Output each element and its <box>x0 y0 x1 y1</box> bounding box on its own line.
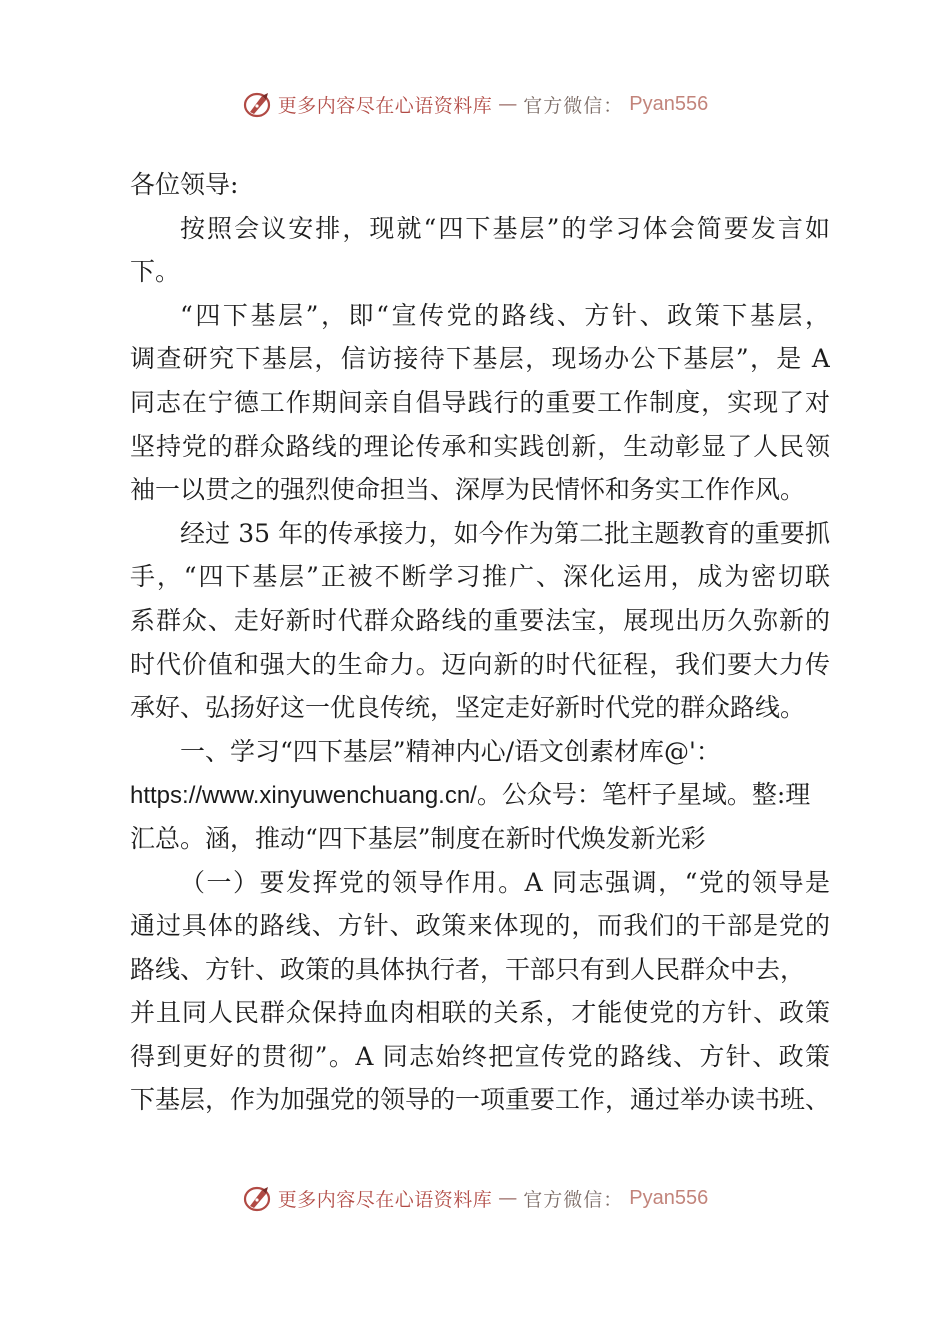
banner-wechat-label: 官方微信： <box>523 94 624 117</box>
section-heading-continued: 汇总。涵，推动“四下基层”制度在新时代焕发新光彩 <box>130 823 706 853</box>
paragraph-line: 下基层，作为加强党的领导的一项重要工作，通过举办读书班、 <box>130 1085 830 1115</box>
paragraph-line: 承好、弘扬好这一优良传统，坚定走好新时代党的群众路线。 <box>130 693 806 723</box>
paragraph-line: 下。 <box>130 257 181 287</box>
paragraph-line: 经过 35 年的传承接力，如今作为第二批主题教育的重要抓 <box>180 518 830 548</box>
footer-watermark-banner <box>0 1178 950 1218</box>
document-body <box>130 163 830 1122</box>
paragraph-line: 同志在宁德工作期间亲自倡导践行的重要工作制度，实现了对 <box>130 387 830 417</box>
paragraph-line: 坚持党的群众路线的理论传承和实践创新，生动彰显了人民领 <box>130 431 830 461</box>
paragraph-line: 时代价值和强大的生命力。迈向新的时代征程，我们要大力传 <box>130 649 830 679</box>
paragraph-line: 调查研究下基层，信访接待下基层，现场办公下基层”，是 A <box>130 344 830 374</box>
banner-wechat-id: Pyan556 <box>629 1186 709 1209</box>
paragraph-line: “四下基层”，即“宣传党的路线、方针、政策下基层， <box>180 300 830 330</box>
banner-lead-text: 更多内容尽在心语资料库 <box>277 94 493 117</box>
paragraph-line: （一）要发挥党的领导作用。A 同志强调，“党的领导是 <box>180 867 830 897</box>
paragraph-line: 系群众、走好新时代群众路线的重要法宝，展现出历久弥新的 <box>130 605 830 635</box>
paragraph-line: 并且同人民群众保持血肉相联的关系，才能使党的方针、政策 <box>130 998 830 1028</box>
paragraph-line: 按照会议安排，现就“四下基层”的学习体会简要发言如 <box>180 213 830 243</box>
paragraph-line: 得到更好的贯彻”。A 同志始终把宣传党的路线、方针、政策 <box>130 1041 830 1071</box>
banner-dash: — <box>498 93 518 115</box>
banner-wechat-id: Pyan556 <box>629 92 709 115</box>
salutation: 各位领导: <box>130 170 239 199</box>
section-heading: 一、学习“四下基层”精神内心/语文创素材库@'： <box>180 736 721 766</box>
pen-nib-logo-icon <box>242 89 272 119</box>
banner-dash: — <box>498 1187 518 1209</box>
watermark-url-line <box>130 773 830 817</box>
watermark-url-link[interactable]: https://www.xinyuwenchuang.cn/ <box>130 782 477 810</box>
pen-nib-logo-icon <box>242 1183 272 1213</box>
banner-lead-text: 更多内容尽在心语资料库 <box>277 1188 493 1211</box>
banner-wechat-label: 官方微信： <box>523 1188 624 1211</box>
paragraph-line: 通过具体的路线、方针、政策来体现的，而我们的干部是党的 <box>130 911 830 941</box>
header-watermark-banner <box>0 84 950 124</box>
watermark-note: 。公众号：笔杆子星域。整:理 <box>476 780 811 810</box>
paragraph-line: 路线、方针、政策的具体执行者，干部只有到人民群众中去， <box>130 954 806 984</box>
paragraph-line: 手，“四下基层”正被不断学习推广、深化运用，成为密切联 <box>130 562 830 592</box>
paragraph-line: 袖一以贯之的强烈使命担当、深厚为民情怀和务实工作作风。 <box>130 475 806 505</box>
